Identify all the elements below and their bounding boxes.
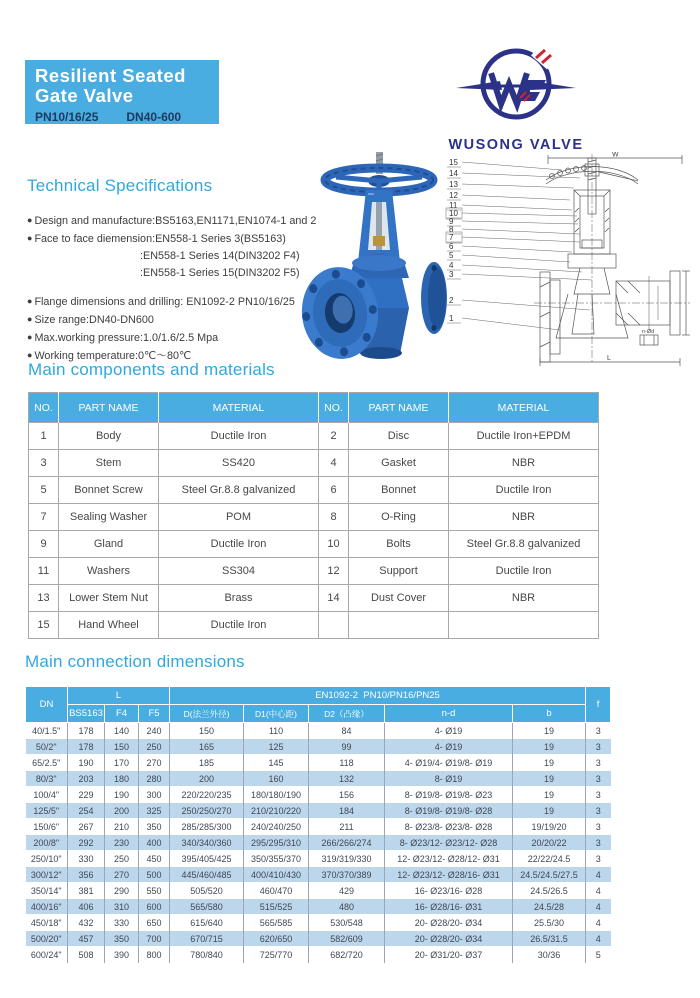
table-cell: 3 — [586, 851, 611, 867]
table-cell: 250/10" — [26, 851, 68, 867]
table-cell: Support — [349, 558, 449, 585]
table-cell: 40/1.5" — [26, 723, 68, 739]
table-cell: 20/20/22 — [513, 835, 586, 851]
table-cell: 165 — [170, 739, 244, 755]
table-cell: 220/220/235 — [170, 787, 244, 803]
dim-label-holes: n-Ød — [642, 329, 655, 335]
table-cell: SS420 — [159, 450, 319, 477]
table-cell: 445/460/485 — [170, 867, 244, 883]
table-cell: 700 — [139, 931, 170, 947]
table-cell: Ductile Iron — [159, 423, 319, 450]
spec-text: Size range:DN40-DN600 — [34, 314, 154, 326]
table-cell: 25.5/30 — [513, 915, 586, 931]
part-number-labels — [446, 158, 592, 330]
table-cell: POM — [159, 504, 319, 531]
table-cell: 3 — [586, 819, 611, 835]
table-cell: 350 — [105, 931, 139, 947]
table-cell: 600 — [139, 899, 170, 915]
table-cell: 725/770 — [244, 947, 309, 963]
table-cell: 3 — [29, 450, 59, 477]
table-cell: 270 — [105, 867, 139, 883]
table-cell: 356 — [68, 867, 105, 883]
table-cell: 8 — [319, 504, 349, 531]
spec-text: Flange dimensions and drilling: EN1092-2 PN10/16/25 — [34, 296, 295, 308]
components-section — [28, 360, 599, 639]
table-cell: 125/5" — [26, 803, 68, 819]
table-cell: 450 — [139, 851, 170, 867]
table-cell: 325 — [139, 803, 170, 819]
product-subtitle — [35, 110, 211, 124]
table-cell: 190 — [105, 787, 139, 803]
dim-label-bottom: L — [607, 355, 611, 362]
table-cell: 8- Ø23/12- Ø23/12- Ø28 — [385, 835, 513, 851]
table-cell: 230 — [105, 835, 139, 851]
table-cell: 145 — [244, 755, 309, 771]
table-cell: 670/715 — [170, 931, 244, 947]
table-cell: Steel Gr.8.8 galvanized — [449, 531, 599, 558]
table-cell: 19 — [513, 723, 586, 739]
col-group-en1092: EN1092-2 PN10/PN16/PN25 — [170, 687, 586, 705]
table-cell: 429 — [309, 883, 385, 899]
col-f5: F5 — [139, 705, 170, 723]
bullet-icon: ● — [27, 296, 33, 306]
table-cell: 65/2.5" — [26, 755, 68, 771]
table-cell: 432 — [68, 915, 105, 931]
table-cell: 6 — [319, 477, 349, 504]
table-cell: 118 — [309, 755, 385, 771]
dim-label-top: W — [612, 152, 619, 159]
spec-text: :EN558-1 Series 15(DIN3202 F5) — [140, 267, 300, 279]
table-cell: 5 — [29, 477, 59, 504]
table-cell: Bonnet — [349, 477, 449, 504]
bullet-icon: ● — [27, 215, 33, 225]
table-cell: Bolts — [349, 531, 449, 558]
table-cell: 600/24" — [26, 947, 68, 963]
part-number: 5 — [449, 251, 454, 260]
table-cell: 84 — [309, 723, 385, 739]
table-cell: 4 — [586, 883, 611, 899]
col-f4: F4 — [105, 705, 139, 723]
col-d: D(法兰外径) — [170, 705, 244, 723]
table-cell: 400/16" — [26, 899, 68, 915]
company-logo — [448, 38, 584, 153]
table-row — [29, 585, 599, 612]
table-row — [26, 835, 611, 851]
part-number: 12 — [449, 191, 458, 200]
table-cell: 319/319/330 — [309, 851, 385, 867]
table-cell: 15 — [29, 612, 59, 639]
table-cell: 500/20" — [26, 931, 68, 947]
table-cell: Stem — [59, 450, 159, 477]
table-cell: 229 — [68, 787, 105, 803]
table-row — [29, 504, 599, 531]
table-cell: 14 — [319, 585, 349, 612]
table-cell: 565/585 — [244, 915, 309, 931]
table-cell: 500 — [139, 867, 170, 883]
pressure-rating: PN10/16/25 — [35, 109, 99, 124]
table-cell: Ductile Iron+EPDM — [449, 423, 599, 450]
table-cell: 185 — [170, 755, 244, 771]
part-number: 2 — [449, 296, 454, 305]
part-number: 10 — [449, 209, 458, 218]
table-cell: 16- Ø28/16- Ø31 — [385, 899, 513, 915]
specs-title: Technical Specifications — [27, 176, 213, 195]
table-cell: 350/355/370 — [244, 851, 309, 867]
col-no-2: NO. — [319, 393, 349, 423]
table-cell: 150/6" — [26, 819, 68, 835]
table-cell: 300 — [139, 787, 170, 803]
table-cell: Ductile Iron — [449, 477, 599, 504]
table-cell: Steel Gr.8.8 galvanized — [159, 477, 319, 504]
dims-header-row-1 — [26, 687, 611, 705]
col-d1: D1(中心距) — [244, 705, 309, 723]
table-cell: 170 — [105, 755, 139, 771]
col-group-l: L — [68, 687, 170, 705]
table-cell: 330 — [68, 851, 105, 867]
col-d2: D2（凸缘） — [309, 705, 385, 723]
table-row — [26, 867, 611, 883]
col-partname-1: PART NAME — [59, 393, 159, 423]
table-cell: 203 — [68, 771, 105, 787]
table-cell: 178 — [68, 739, 105, 755]
table-cell: 400/410/430 — [244, 867, 309, 883]
table-cell: 615/640 — [170, 915, 244, 931]
table-cell: 12 — [319, 558, 349, 585]
table-cell: 3 — [586, 787, 611, 803]
table-cell: 650 — [139, 915, 170, 931]
table-cell: 350/14" — [26, 883, 68, 899]
table-cell: 3 — [586, 755, 611, 771]
part-number: 11 — [449, 201, 458, 210]
table-cell: 682/720 — [309, 947, 385, 963]
table-cell: 19 — [513, 771, 586, 787]
part-number: 13 — [449, 180, 458, 189]
table-cell: 370/370/389 — [309, 867, 385, 883]
table-cell: Brass — [159, 585, 319, 612]
table-cell: 110 — [244, 723, 309, 739]
table-row — [26, 915, 611, 931]
table-cell: 240/240/250 — [244, 819, 309, 835]
dims-header-row-2 — [26, 705, 611, 723]
col-nd: n-d — [385, 705, 513, 723]
col-f: f — [586, 687, 611, 723]
table-cell: 11 — [29, 558, 59, 585]
table-cell: 8- Ø19 — [385, 771, 513, 787]
part-number: 14 — [449, 169, 458, 178]
table-row — [26, 723, 611, 739]
table-cell: Disc — [349, 423, 449, 450]
table-cell: 210/210/220 — [244, 803, 309, 819]
table-cell: 210 — [105, 819, 139, 835]
spec-text: Face to face diemension:EN558-1 Series 3(BS5163) — [34, 233, 286, 245]
table-cell: 100/4" — [26, 787, 68, 803]
table-cell: 3 — [586, 739, 611, 755]
table-cell: Body — [59, 423, 159, 450]
size-rating: DN40-600 — [126, 109, 182, 124]
table-row — [29, 612, 599, 639]
table-cell: 2 — [319, 423, 349, 450]
valve-technical-drawing — [444, 152, 694, 368]
table-cell: 800 — [139, 947, 170, 963]
product-title-box — [25, 60, 219, 124]
col-dn: DN — [26, 687, 68, 723]
table-cell: Ductile Iron — [449, 558, 599, 585]
brand-name: WUSONG VALVE — [448, 137, 584, 153]
table-cell: 4 — [586, 915, 611, 931]
table-cell: 250/250/270 — [170, 803, 244, 819]
table-row — [26, 819, 611, 835]
table-cell: 582/609 — [309, 931, 385, 947]
table-cell: 565/580 — [170, 899, 244, 915]
bullet-icon: ● — [27, 350, 33, 360]
table-cell: 24.5/26.5 — [513, 883, 586, 899]
table-cell: 270 — [139, 755, 170, 771]
table-cell: 200/8" — [26, 835, 68, 851]
col-partname-2: PART NAME — [349, 393, 449, 423]
table-cell: SS304 — [159, 558, 319, 585]
table-cell: 19/19/20 — [513, 819, 586, 835]
table-cell: 150 — [170, 723, 244, 739]
table-cell: 160 — [244, 771, 309, 787]
table-cell: 480 — [309, 899, 385, 915]
part-number: 8 — [449, 225, 454, 234]
table-cell: 381 — [68, 883, 105, 899]
table-cell: 780/840 — [170, 947, 244, 963]
table-cell: 12- Ø23/12- Ø28/12- Ø31 — [385, 851, 513, 867]
table-row — [29, 558, 599, 585]
table-row — [26, 947, 611, 963]
table-cell: Ductile Iron — [159, 531, 319, 558]
table-cell: Dust Cover — [349, 585, 449, 612]
table-row — [26, 883, 611, 899]
table-cell: 620/650 — [244, 931, 309, 947]
table-cell: 200 — [105, 803, 139, 819]
table-cell: 3 — [586, 803, 611, 819]
dimensions-table — [25, 686, 611, 963]
product-title-line1: Resilient Seated — [35, 65, 186, 86]
table-cell: 178 — [68, 723, 105, 739]
table-cell: 156 — [309, 787, 385, 803]
table-cell: 20- Ø28/20- Ø34 — [385, 915, 513, 931]
bullet-icon: ● — [27, 233, 33, 243]
table-row — [26, 931, 611, 947]
table-cell: 24.5/28 — [513, 899, 586, 915]
table-cell: 10 — [319, 531, 349, 558]
table-cell: 50/2" — [26, 739, 68, 755]
table-cell: Bonnet Screw — [59, 477, 159, 504]
table-cell: 4- Ø19/4- Ø19/8- Ø19 — [385, 755, 513, 771]
part-number: 6 — [449, 242, 454, 251]
table-cell: 190 — [68, 755, 105, 771]
table-cell: 20- Ø28/20- Ø34 — [385, 931, 513, 947]
table-cell: 8- Ø19/8- Ø19/8- Ø23 — [385, 787, 513, 803]
bullet-icon: ● — [27, 332, 33, 342]
table-cell: 330 — [105, 915, 139, 931]
table-cell — [319, 612, 349, 639]
col-b: b — [513, 705, 586, 723]
table-cell: 250 — [139, 739, 170, 755]
table-cell: 19 — [513, 755, 586, 771]
table-cell: NBR — [449, 450, 599, 477]
spec-text: Design and manufacture:BS5163,EN1171,EN1074-1 and 2 — [34, 215, 317, 227]
table-cell: 5 — [586, 947, 611, 963]
part-number: 4 — [449, 261, 454, 270]
table-cell: Ductile Iron — [159, 612, 319, 639]
table-cell: 4 — [586, 931, 611, 947]
table-cell: 310 — [105, 899, 139, 915]
table-row — [26, 771, 611, 787]
table-cell: Sealing Washer — [59, 504, 159, 531]
dimensions-tbody — [26, 723, 611, 963]
table-cell: 457 — [68, 931, 105, 947]
table-cell: 508 — [68, 947, 105, 963]
table-cell: 4 — [319, 450, 349, 477]
table-cell: Washers — [59, 558, 159, 585]
table-cell: 200 — [170, 771, 244, 787]
table-cell: 13 — [29, 585, 59, 612]
part-number: 3 — [449, 270, 454, 279]
table-cell: 280 — [139, 771, 170, 787]
table-cell: 22/22/24.5 — [513, 851, 586, 867]
spec-text: Working temperature:0℃～80℃ — [34, 350, 192, 362]
table-cell: 24.5/24.5/27.5 — [513, 867, 586, 883]
table-cell: 515/525 — [244, 899, 309, 915]
table-cell: 30/36 — [513, 947, 586, 963]
table-cell: Gland — [59, 531, 159, 558]
table-cell: 150 — [105, 739, 139, 755]
table-cell: 4 — [586, 867, 611, 883]
table-cell: 4- Ø19 — [385, 739, 513, 755]
table-cell: 3 — [586, 835, 611, 851]
table-cell: 9 — [29, 531, 59, 558]
table-cell: Lower Stem Nut — [59, 585, 159, 612]
table-cell: Gasket — [349, 450, 449, 477]
table-cell: 390 — [105, 947, 139, 963]
table-cell: 184 — [309, 803, 385, 819]
components-tbody — [29, 423, 599, 639]
table-cell — [449, 612, 599, 639]
table-cell: 99 — [309, 739, 385, 755]
col-no-1: NO. — [29, 393, 59, 423]
part-number: 9 — [449, 217, 454, 226]
part-number: 15 — [449, 158, 458, 167]
table-cell: 26.5/31.5 — [513, 931, 586, 947]
dimensions-section — [25, 652, 611, 963]
col-material-1: MATERIAL — [159, 393, 319, 423]
table-row — [26, 739, 611, 755]
table-cell: 3 — [586, 723, 611, 739]
table-cell: 125 — [244, 739, 309, 755]
table-cell: 19 — [513, 803, 586, 819]
col-bs5163: BS5163 — [68, 705, 105, 723]
table-cell: 12- Ø23/12- Ø28/16- Ø31 — [385, 867, 513, 883]
table-cell: 211 — [309, 819, 385, 835]
table-cell: 19 — [513, 787, 586, 803]
table-cell: 1 — [29, 423, 59, 450]
spec-text: Max.working pressure:1.0/1.6/2.5 Mpa — [34, 332, 219, 344]
table-cell: 285/285/300 — [170, 819, 244, 835]
table-cell: 266/266/274 — [309, 835, 385, 851]
table-cell: NBR — [449, 504, 599, 531]
table-row — [29, 477, 599, 504]
part-number: 7 — [449, 233, 454, 242]
table-row — [26, 787, 611, 803]
table-row — [29, 531, 599, 558]
table-cell — [349, 612, 449, 639]
table-cell: 16- Ø23/16- Ø28 — [385, 883, 513, 899]
components-header-row — [29, 393, 599, 423]
table-cell: 460/470 — [244, 883, 309, 899]
table-cell: NBR — [449, 585, 599, 612]
table-row — [26, 755, 611, 771]
table-cell: 240 — [139, 723, 170, 739]
table-cell: 254 — [68, 803, 105, 819]
table-cell: 4 — [586, 899, 611, 915]
table-cell: 8- Ø23/8- Ø23/8- Ø28 — [385, 819, 513, 835]
table-cell: 505/520 — [170, 883, 244, 899]
table-cell: 292 — [68, 835, 105, 851]
bullet-icon: ● — [27, 314, 33, 324]
table-cell: 395/405/425 — [170, 851, 244, 867]
table-cell: 140 — [105, 723, 139, 739]
table-cell: 340/340/360 — [170, 835, 244, 851]
table-cell: 4- Ø19 — [385, 723, 513, 739]
col-material-2: MATERIAL — [449, 393, 599, 423]
table-cell: 3 — [586, 771, 611, 787]
table-cell: 20- Ø31/20- Ø37 — [385, 947, 513, 963]
table-cell: 530/548 — [309, 915, 385, 931]
valve-product-photo — [296, 150, 462, 365]
table-cell: 250 — [105, 851, 139, 867]
product-title-line2: Gate Valve — [35, 85, 134, 107]
table-cell: 550 — [139, 883, 170, 899]
table-cell: 180 — [105, 771, 139, 787]
spec-text: :EN558-1 Series 14(DIN3202 F4) — [140, 250, 300, 262]
table-cell: 267 — [68, 819, 105, 835]
table-cell: Hand Wheel — [59, 612, 159, 639]
table-cell: 350 — [139, 819, 170, 835]
table-cell: 7 — [29, 504, 59, 531]
table-cell: 300/12" — [26, 867, 68, 883]
part-number: 1 — [449, 314, 454, 323]
table-cell: 132 — [309, 771, 385, 787]
table-cell: 295/295/310 — [244, 835, 309, 851]
table-row — [26, 851, 611, 867]
wusong-logo-icon — [456, 38, 576, 130]
table-cell: 80/3" — [26, 771, 68, 787]
table-cell: 180/180/190 — [244, 787, 309, 803]
table-cell: 8- Ø19/8- Ø19/8- Ø28 — [385, 803, 513, 819]
table-cell: O-Ring — [349, 504, 449, 531]
components-table — [28, 392, 599, 639]
components-title: Main components and materials — [28, 360, 275, 379]
dimensions-title: Main connection dimensions — [25, 652, 245, 671]
table-cell: 290 — [105, 883, 139, 899]
table-cell: 450/18" — [26, 915, 68, 931]
table-row — [29, 450, 599, 477]
table-cell: 400 — [139, 835, 170, 851]
table-row — [29, 423, 599, 450]
table-cell: 406 — [68, 899, 105, 915]
table-row — [26, 803, 611, 819]
table-row — [26, 899, 611, 915]
table-cell: 19 — [513, 739, 586, 755]
